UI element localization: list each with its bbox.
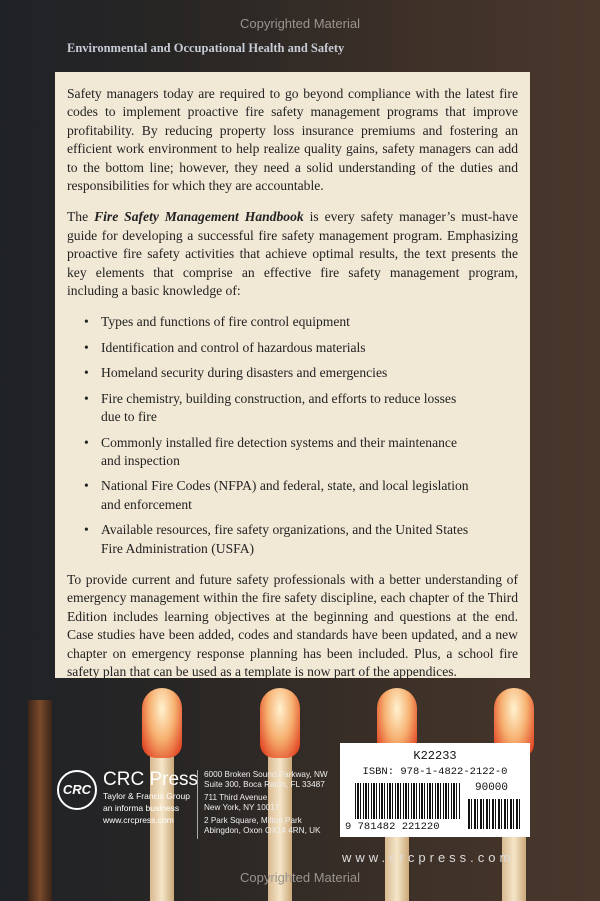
address-line: New York, NY 10017 <box>204 803 280 812</box>
publisher-addresses <box>197 770 328 839</box>
product-code: K22233 <box>413 749 457 763</box>
publisher-name: CRC Press <box>103 769 199 790</box>
publisher-informa: an informa business <box>103 803 180 813</box>
list-item: • Available resources, fire safety organizations, and the United States Fire Administration (USFA) <box>101 521 518 558</box>
barcode-digits: 9 781482 221220 <box>345 821 440 833</box>
description-panel <box>55 72 530 678</box>
list-item: • Types and functions of fire control equipment <box>101 313 518 331</box>
address-line: Suite 300, Boca Raton, FL 33487 <box>204 780 325 789</box>
series-title: Environmental and Occupational Health and Safety <box>67 41 345 55</box>
isbn: ISBN: 978-1-4822-2122-0 <box>362 766 508 778</box>
barcode-icon <box>355 783 460 819</box>
watermark-bottom: Copyrighted Material <box>240 870 360 885</box>
website: www.crcpress.com <box>342 850 515 865</box>
barcode-label <box>340 743 530 837</box>
book-title: Fire Safety Management Handbook <box>94 209 304 225</box>
address-line: 711 Third Avenue <box>204 793 268 802</box>
list-item: • National Fire Codes (NFPA) and federal, state, and local legislation and enforcement <box>101 477 518 514</box>
list-item: • Identification and control of hazardous materials <box>101 339 518 357</box>
address-line: 2 Park Square, Milton Park <box>204 816 302 825</box>
price-code: 90000 <box>475 782 509 794</box>
paragraph-2 <box>67 208 518 300</box>
crc-logo-icon: CRC <box>57 770 97 810</box>
list-item: • Fire chemistry, building construction, and efforts to reduce losses due to fire <box>101 390 518 427</box>
topics-list <box>67 313 518 557</box>
list-item: • Commonly installed fire detection systems and their maintenance and inspection <box>101 434 518 471</box>
publisher-group: Taylor & Francis Group <box>103 791 190 801</box>
text: The <box>67 209 95 225</box>
paragraph-1: Safety managers today are required to go beyond compliance with the latest fire codes to implement proactive fire safety management programs that improve profitability. By reducing property loss insurance premiums and fostering an efficient work environment to help realize quality gains, safety managers can add to the bottom line; however, they need a solid understanding of the duties and responsibilities for which they are accountable. <box>67 86 518 194</box>
paragraph-3: To provide current and future safety professionals with a better understanding of emergency management within the fire safety discipline, each chapter of the Third Edition includes learning objectives at the beginning and questions at the end. Case studies have been added, codes and standards have been updated, and a new chapter on emergency response planning has been included. Plus, a school fire safety plan that can be used as a template is now part of the appendices. <box>67 571 518 679</box>
text: is every safety manager’s must-have guide for developing a successful fire safety management program. Emphasizing proactive fire safety activities that achieve optimal results, the text presents the key elements that comprise an effective fire safety management program, including a basic knowledge of: <box>67 209 518 299</box>
price-barcode-icon <box>468 799 520 829</box>
address-line: 6000 Broken Sound Parkway, NW <box>204 770 328 779</box>
publisher-web: www.crcpress.com <box>103 815 174 825</box>
watermark-top: Copyrighted Material <box>240 16 360 31</box>
list-item: • Homeland security during disasters and emergencies <box>101 364 518 382</box>
publisher-block <box>103 770 198 826</box>
address-line: Abingdon, Oxon OX14 4RN, UK <box>204 826 321 835</box>
